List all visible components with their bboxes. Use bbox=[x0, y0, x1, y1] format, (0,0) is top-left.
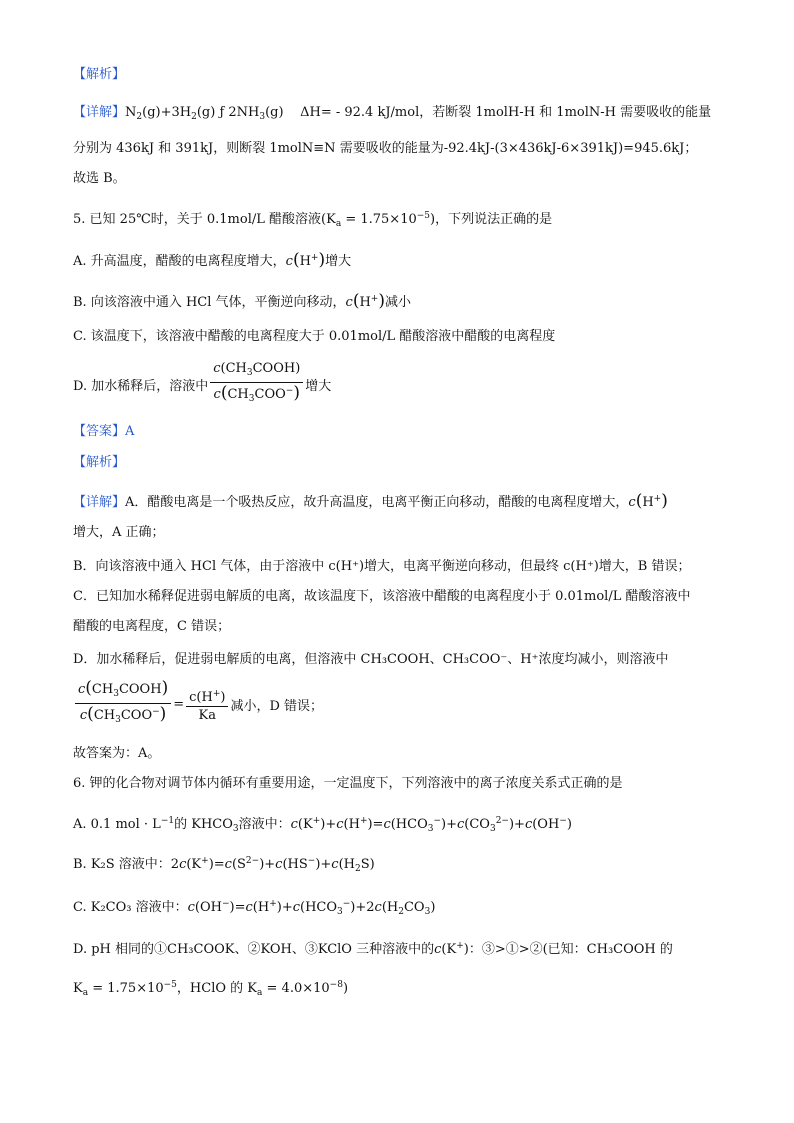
q5-option-b-formula: c(H+) bbox=[345, 291, 385, 311]
q4-detail-tag: 【详解】 bbox=[73, 105, 126, 120]
q5-detail-a-line-1: 【详解】A．醋酸电离是一个吸热反应，故升高温度，电离平衡正向移动，醋酸的电离程度增大，c(H+) bbox=[73, 491, 668, 511]
q5-option-c[interactable]: C. 该温度下，该溶液中醋酸的电离程度大于 0.01mol/L 醋酸溶液中醋酸的电离程度 bbox=[73, 329, 556, 344]
q4-analysis-tag: 【解析】 bbox=[73, 67, 126, 82]
q6-option-d-line-1[interactable]: D. pH 相同的①CH₃COOK、②KOH、③KClO 三种溶液中的c(K+)：③>①>②(已知：CH₃COOH 的 bbox=[73, 941, 673, 957]
q5-detail-c-line-1: C．已知加水稀释促进弱电解质的电离，故该温度下，该溶液中醋酸的电离程度小于 0.01mol/L 醋酸溶液中 bbox=[73, 589, 691, 604]
q5-detail-b: B．向该溶液中通入 HCl 气体，由于溶液中 c(H⁺)增大，电离平衡逆向移动，但最终 c(H⁺)增大，B 错误； bbox=[73, 559, 691, 574]
q6-option-b-formula: $2c(K^+)=c(S^{2-})+c(HS^-)+c(H_2S)$ bbox=[170, 856, 375, 874]
q4-enthalpy: ΔH= - 92.4 kJ/mol bbox=[300, 105, 420, 120]
q4-detail-line-1 bbox=[73, 104, 711, 126]
q5-stem: 5. 已知 25℃时，关于 0.1mol/L 醋酸溶液$(K_a = 1.75\times 10^{-5})$，下列说法正确的是 bbox=[73, 211, 553, 229]
q5-option-d-fraction: $\frac{c(CH_3COOH)}{c(CH_3COO^-)}$ bbox=[210, 360, 303, 408]
q5-option-b[interactable]: B. 向该溶液中通入 HCl 气体，平衡逆向移动，c(H+)减小 bbox=[73, 291, 411, 311]
q6-option-c-formula: $c(OH^-)=c(H^+)+c(HCO_3^-)+2c(H_2CO_3)$ bbox=[187, 899, 436, 917]
q4-reaction-equation: $N_2(g)+3H_2(g)$ ƒ $2NH_3(g)$ bbox=[125, 105, 284, 122]
q5-detail-d-line-1: D．加水稀释后，促进弱电解质的电离，但溶液中 CH₃COOH、CH₃COO⁻、H⁺浓度均减小，则溶液中 bbox=[73, 652, 669, 667]
q6-option-a-formula: $c(K^+)+c(H^+)=c(HCO_3^-)+c(CO_3^{2-})+c(OH^-)$ bbox=[290, 816, 572, 834]
q5-option-d[interactable]: D. 加水稀释后，溶液中 $\frac{c(CH_3COOH)}{c(CH_3COO^-)}$ 增大 bbox=[73, 360, 331, 408]
q6-option-a[interactable]: A. 0.1 mol · $L^{-1}$的 $KHCO_3$溶液中：$c(K^+)+c(H^+)=c(HCO_3^-)+c(CO_3^{2-})+c(OH^-)$ bbox=[73, 816, 572, 834]
q5-ka-expression: $K_a = 1.75\times 10^{-5}$ bbox=[326, 211, 431, 229]
q6-option-b[interactable]: B. K₂S 溶液中：$2c(K^+)=c(S^{2-})+c(HS^-)+c(H_2S)$ bbox=[73, 856, 375, 874]
q4-detail-line-2: 分别为 436kJ 和 391kJ，则断裂 1molN≡N 需要吸收的能量为-92.4kJ-(3×436kJ-6×391kJ)=945.6kJ； bbox=[73, 141, 698, 156]
q5-analysis-tag: 【解析】 bbox=[73, 455, 126, 470]
q6-stem: 6. 钾的化合物对调节体内循环有重要用途，一定温度下，下列溶液中的离子浓度关系式正确的是 bbox=[73, 776, 623, 791]
q4-detail-text-1: ，若断裂 1molH-H 和 1molN-H 需要吸收的能量 bbox=[419, 105, 712, 120]
q5-detail-c-line-2: 醋酸的电离程度，C 错误； bbox=[73, 619, 231, 634]
q6-option-d-line-2: $K_a = 1.75\times 10^{-5}$，HClO 的 $K_a = 4.0\times 10^{-8}$) bbox=[73, 980, 349, 998]
q6-option-c[interactable]: C. K₂CO₃ 溶液中：$c(OH^-)=c(H^+)+c(HCO_3^-)+2c(H_2CO_3)$ bbox=[73, 899, 436, 917]
q5-detail-d-line-2: $\frac{c(CH_3COOH)}{c(CH_3COO^-)}$ = $\frac{c(H^+)}{Ka}$ 减小，D 错误； bbox=[73, 680, 323, 729]
q5-answer-final: 故答案为：A。 bbox=[73, 746, 161, 761]
q4-answer-choice: 故选 B。 bbox=[73, 171, 126, 186]
q6-hclo-ka: $K_a = 4.0\times 10^{-8}$ bbox=[243, 980, 343, 998]
q5-detail-d-fraction-left: $\frac{c(CH_3COOH)}{c(CH_3COO^-)}$ bbox=[75, 680, 171, 729]
q5-answer: 【答案】A bbox=[73, 424, 135, 439]
q5-detail-d-fraction-right: $\frac{c(H^+)}{Ka}$ bbox=[186, 686, 228, 724]
q5-option-a[interactable]: A. 升高温度，醋酸的电离程度增大，c(H+)增大 bbox=[73, 250, 352, 270]
q5-detail-a-formula: c(H+) bbox=[628, 491, 668, 511]
q5-detail-a-line-2: 增大，A 正确； bbox=[73, 525, 165, 540]
q5-option-a-formula: c(H+) bbox=[285, 250, 326, 270]
q6-ch3cooh-ka: $K_a = 1.75\times 10^{-5}$ bbox=[73, 980, 177, 998]
